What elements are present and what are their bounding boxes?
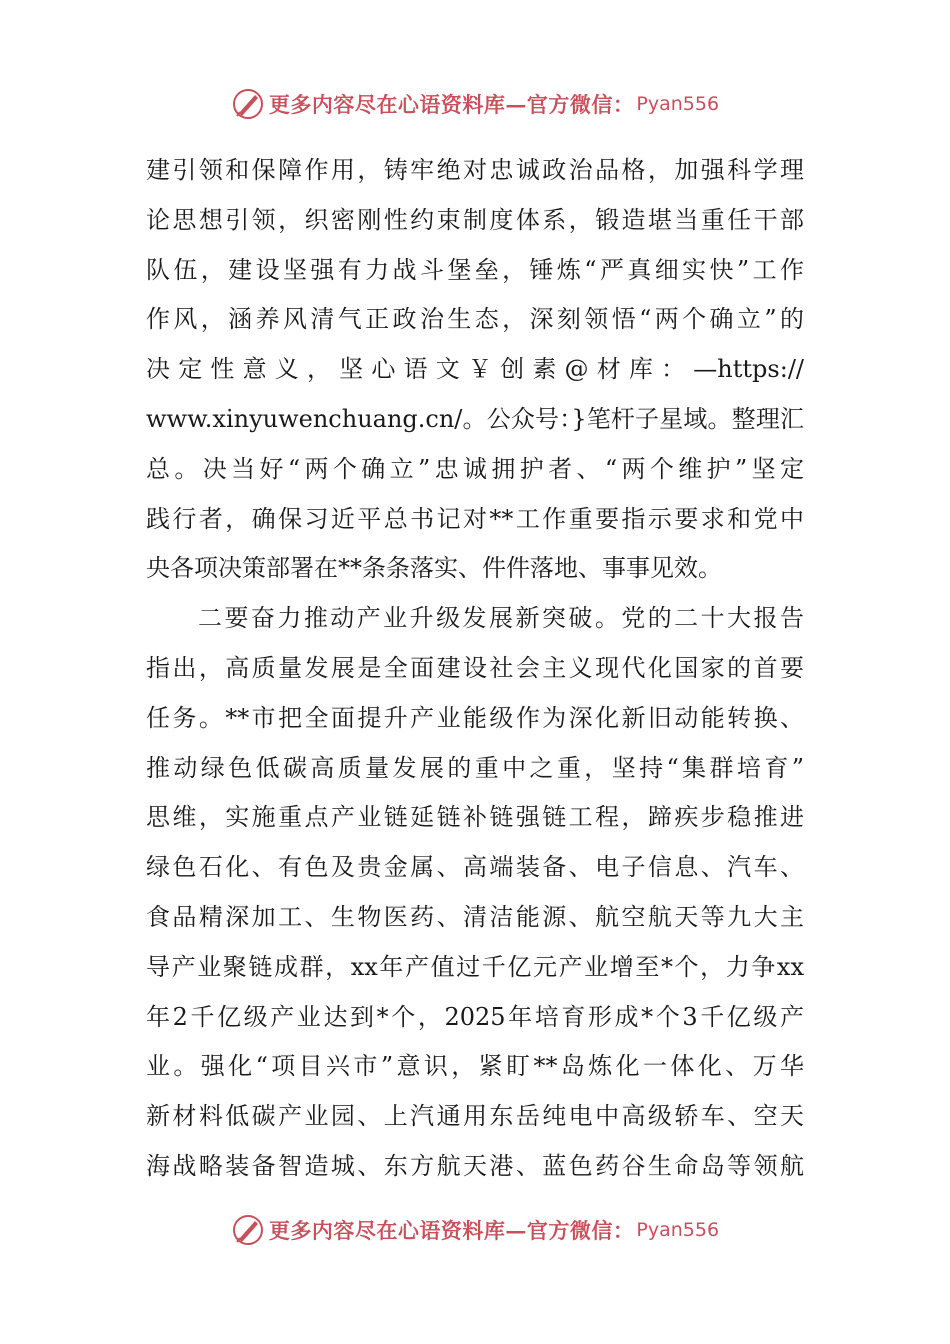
text-line: 总。决当好“两个确立”忠诚拥护者、“两个维护”坚定 [146, 454, 804, 483]
paragraph-1 [146, 146, 804, 594]
text-line: www.xinyuwenchuang.cn/。公众号：}笔杆子星域。整理汇 [146, 404, 804, 433]
banner-contact: Pyan556 [636, 93, 720, 115]
pen-logo-icon [231, 1213, 265, 1247]
text-line: 作风，涵养风清气正政治生态，深刻领悟“两个确立”的 [146, 305, 804, 334]
text-line: 绿色石化、有色及贵金属、高端装备、电子信息、汽车、 [146, 853, 804, 882]
text-line: 论思想引领，织密刚性约束制度体系，锻造堪当重任干部 [146, 205, 804, 234]
banner-text: 更多内容尽在心语资料库—官方微信： [268, 1218, 635, 1243]
text-line: 央各项决策部署在**条条落实、件件落地、事事见效。 [146, 554, 722, 583]
banner-contact: Pyan556 [636, 1219, 720, 1241]
header-banner [0, 84, 950, 124]
text-line: 年2千亿级产业达到*个，2025年培育形成*个3千亿级产 [146, 1002, 804, 1031]
paragraph-2 [146, 594, 804, 1192]
footer-banner [0, 1210, 950, 1250]
text-line: 指出，高质量发展是全面建设社会主义现代化国家的首要 [146, 653, 804, 682]
text-line: 队伍，建设坚强有力战斗堡垒，锤炼“严真细实快”工作 [146, 255, 804, 284]
text-line: 思维，实施重点产业链延链补链强链工程，蹄疾步稳推进 [146, 803, 804, 832]
text-line: 践行者，确保习近平总书记对**工作重要指示要求和党中 [146, 504, 804, 533]
pen-logo-icon [231, 87, 265, 121]
text-line: 推动绿色低碳高质量发展的重中之重，坚持“集群培育” [146, 753, 804, 782]
document-body [146, 146, 804, 1192]
banner-text: 更多内容尽在心语资料库—官方微信： [268, 92, 635, 117]
text-line: 食品精深加工、生物医药、清洁能源、航空航天等九大主 [146, 902, 804, 931]
text-line: 新材料低碳产业园、上汽通用东岳纯电中高级轿车、空天 [146, 1102, 804, 1131]
text-line: 业。强化“项目兴市”意识，紧盯**岛炼化一体化、万华 [146, 1052, 804, 1081]
text-line: 导产业聚链成群，xx年产值过千亿元产业增至*个，力争xx [146, 952, 804, 981]
text-line: 建引领和保障作用，铸牢绝对忠诚政治品格，加强科学理 [146, 156, 804, 184]
text-line: 任务。**市把全面提升产业能级作为深化新旧动能转换、 [146, 703, 804, 732]
text-line: 二要奋力推动产业升级发展新突破。党的二十大报告 [198, 604, 804, 633]
text-line: 海战略装备智造城、东方航天港、蓝色药谷生命岛等领航 [146, 1151, 804, 1180]
text-line: 决定性意义，坚心语文￥创素@材库：—https:// [146, 355, 804, 384]
